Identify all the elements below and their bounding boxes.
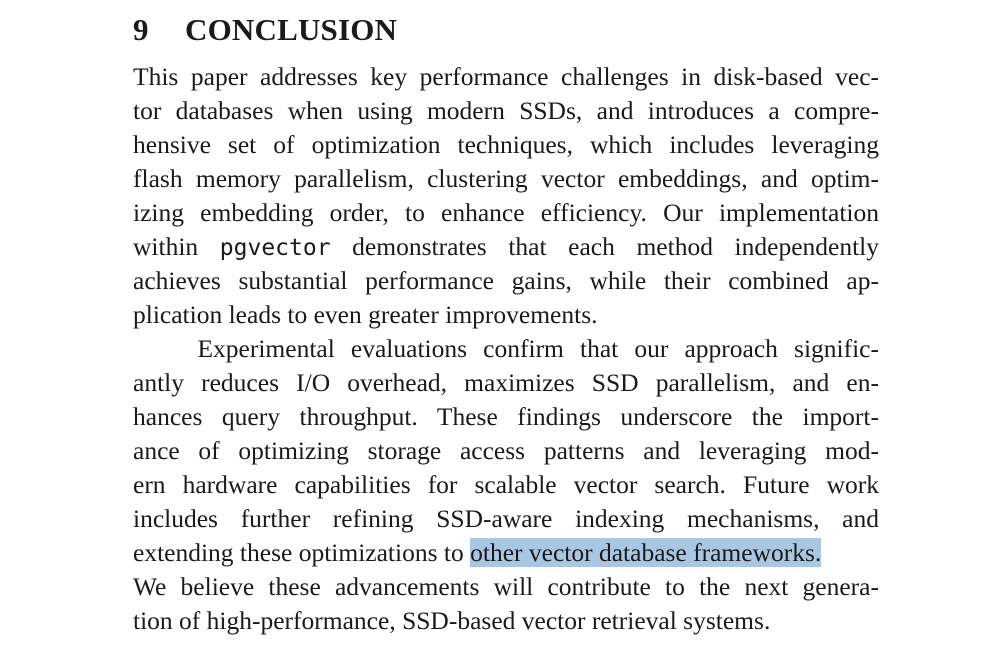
paragraph-1-line-5: izing embedding order, to enhance efficiency. Our implementation bbox=[133, 198, 879, 227]
paragraph-1-line-6 bbox=[133, 230, 879, 264]
section-number: 9 bbox=[133, 12, 149, 47]
paragraph-2-line-3: hances query throughput. These findings underscore the import- bbox=[133, 402, 879, 431]
line-text: within bbox=[133, 232, 220, 261]
paragraph-2-line-2: antly reduces I/O overhead, maximizes SSD parallelism, and en- bbox=[133, 368, 879, 397]
paragraph-2-line-4: ance of optimizing storage access patterns and leveraging mod- bbox=[133, 436, 879, 465]
paragraph-2-line-7 bbox=[133, 536, 879, 570]
paragraph-1-line-7: achieves substantial performance gains, while their combined ap- bbox=[133, 266, 879, 295]
paragraph-2-line-6: includes further refining SSD-aware indexing mechanisms, and bbox=[133, 504, 879, 533]
section-title: CONCLUSION bbox=[185, 12, 398, 47]
paragraph-1-line-2: tor databases when using modern SSDs, and introduces a compre- bbox=[133, 96, 879, 125]
line-text: extending these optimizations to bbox=[133, 538, 471, 567]
paragraph-2-line-1: Experimental evaluations confirm that our approach signific- bbox=[133, 334, 879, 363]
paragraph-1-line-3: hensive set of optimization techniques, which includes leveraging bbox=[133, 130, 879, 159]
paragraph-2-line-5: ern hardware capabilities for scalable vector search. Future work bbox=[133, 470, 879, 499]
line-text: demonstrates that each method independently bbox=[330, 232, 880, 261]
section-heading bbox=[133, 12, 397, 48]
paragraph-1-line-8: plication leads to even greater improvements. bbox=[133, 300, 598, 329]
inline-code-pgvector: pgvector bbox=[219, 235, 331, 261]
paragraph-2-line-8: We believe these advancements will contribute to the next genera- bbox=[133, 572, 879, 601]
text-selection-highlight[interactable]: other vector database frameworks. bbox=[470, 538, 822, 567]
paragraph-2-line-9: tion of high-performance, SSD-based vector retrieval systems. bbox=[133, 606, 771, 635]
paragraph-1-line-1: This paper addresses key performance challenges in disk-based vec- bbox=[133, 62, 879, 91]
paragraph-1-line-4: flash memory parallelism, clustering vector embeddings, and optim- bbox=[133, 164, 879, 193]
